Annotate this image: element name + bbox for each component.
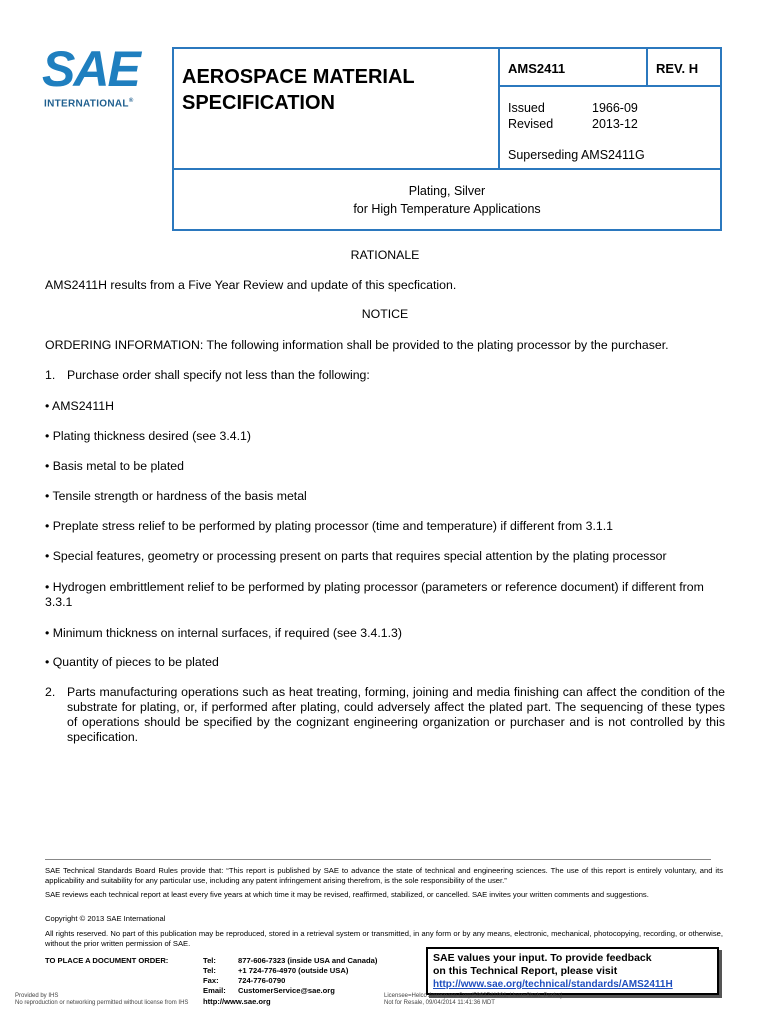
revised-date: 2013-12 bbox=[592, 117, 638, 131]
doc-number-cell bbox=[500, 49, 648, 87]
notice-heading: NOTICE bbox=[361, 307, 409, 321]
feedback-line-2: on this Technical Report, please visit bbox=[433, 965, 618, 977]
issued-label: Issued bbox=[508, 101, 545, 115]
issued-date: 1966-09 bbox=[592, 101, 638, 115]
bullet-item: • Basis metal to be plated bbox=[45, 459, 184, 473]
spec-title: AEROSPACE MATERIAL SPECIFICATION bbox=[182, 66, 415, 114]
rationale-heading: RATIONALE bbox=[350, 248, 420, 262]
feedback-box bbox=[426, 947, 719, 995]
contact-fax: Fax: 724-776-0790 bbox=[203, 976, 286, 985]
ihs-notice-left-1: Provided by IHS bbox=[15, 993, 59, 999]
sae-logo bbox=[42, 41, 152, 114]
contact-web[interactable]: http://www.sae.org bbox=[203, 997, 271, 1006]
bullet-item: • Plating thickness desired (see 3.4.1) bbox=[45, 429, 251, 443]
ordering-info: ORDERING INFORMATION: The following information shall be provided to the plating processor by the purchaser. bbox=[45, 338, 669, 352]
list-item-1: 1. Purchase order shall specify not less than the following: bbox=[45, 368, 370, 382]
contact-tel-1: Tel: 877-606-7323 (inside USA and Canada) bbox=[203, 956, 378, 965]
spec-header bbox=[172, 47, 722, 231]
revision-cell bbox=[648, 49, 720, 87]
ihs-notice-right-1: Licensee=Helco Aerospace Corp/5983741001, User=Shah, Pankaj bbox=[384, 993, 562, 999]
ihs-notice-right-2: Not for Resale, 09/04/2014 11:41:36 MDT bbox=[384, 1000, 495, 1006]
dates-cell bbox=[500, 87, 720, 170]
superseding: Superseding AMS2411G bbox=[508, 148, 645, 162]
feedback-line-1: SAE values your input. To provide feedback bbox=[433, 952, 652, 964]
bullet-item: • Special features, geometry or processing present on parts that requires special attention by the plating processor bbox=[45, 549, 667, 563]
contact-email: Email: CustomerService@sae.org bbox=[203, 986, 335, 995]
bullet-item: • Minimum thickness on internal surfaces, if required (see 3.4.1.3) bbox=[45, 626, 402, 640]
bullet-item: • AMS2411H bbox=[45, 399, 115, 413]
subject-line-1: Plating, Silver bbox=[408, 184, 486, 198]
spec-title-cell bbox=[174, 49, 500, 170]
doc-number: AMS2411 bbox=[508, 61, 566, 76]
subject-cell bbox=[174, 170, 720, 229]
footer-rights: All rights reserved. No part of this publication may be reproduced, stored in a retrieval system or transmitted, in any form or by any means, electronic, mechanical, photocopying, recording, or otherwise, without the prior written permission of SAE. bbox=[45, 929, 723, 948]
revised-label: Revised bbox=[508, 117, 554, 131]
rationale-text: AMS2411H results from a Five Year Review and update of this specfication. bbox=[45, 278, 457, 292]
subject-line-2: for High Temperature Applications bbox=[353, 202, 541, 216]
bullet-item: • Tensile strength or hardness of the basis metal bbox=[45, 489, 307, 503]
feedback-link[interactable]: http://www.sae.org/technical/standards/AMS2411H bbox=[433, 979, 673, 990]
footer-divider bbox=[45, 859, 711, 860]
ihs-notice-left-2: No reproduction or networking permitted without license from IHS bbox=[15, 1000, 189, 1006]
footer-review: SAE reviews each technical report at least every five years at which time it may be revised, reaffirmed, stabilized, or cancelled. SAE invites your written comments and suggestions. bbox=[45, 890, 649, 899]
list-item-2: 2. Parts manufacturing operations such as heat treating, forming, joining and media finishing can affect the condition of the substrate for plating, or, if performed after plating, could adversely affect the plated part. The sequencing of these types of operations should be specified by the cognizant engineering organization or purchaser and is not controlled by this specification. bbox=[45, 685, 725, 744]
footer-copyright: Copyright © 2013 SAE International bbox=[45, 914, 166, 923]
footer-rules: SAE Technical Standards Board Rules provide that: “This report is published by SAE to advance the state of technical and engineering sciences. The use of this report is entirely voluntary, and its applicability and suitability for any particular use, including any patent infringement arising therefrom, is the sole responsibility of the user.” bbox=[45, 866, 723, 885]
logo-subtitle: INTERNATIONAL® bbox=[44, 98, 134, 110]
order-label: TO PLACE A DOCUMENT ORDER: bbox=[45, 956, 169, 965]
revision: REV. H bbox=[656, 61, 699, 76]
bullet-item: • Preplate stress relief to be performed by plating processor (time and temperature) if different from 3.1.1 bbox=[45, 519, 613, 533]
contact-tel-2: Tel: +1 724-776-4970 (outside USA) bbox=[203, 966, 349, 975]
logo-mark: SAE bbox=[42, 41, 139, 97]
bullet-item: • Quantity of pieces to be plated bbox=[45, 655, 219, 669]
bullet-item: • Hydrogen embrittlement relief to be performed by plating processor (parameters or reference document) if different from 3.3.1 bbox=[45, 580, 704, 609]
